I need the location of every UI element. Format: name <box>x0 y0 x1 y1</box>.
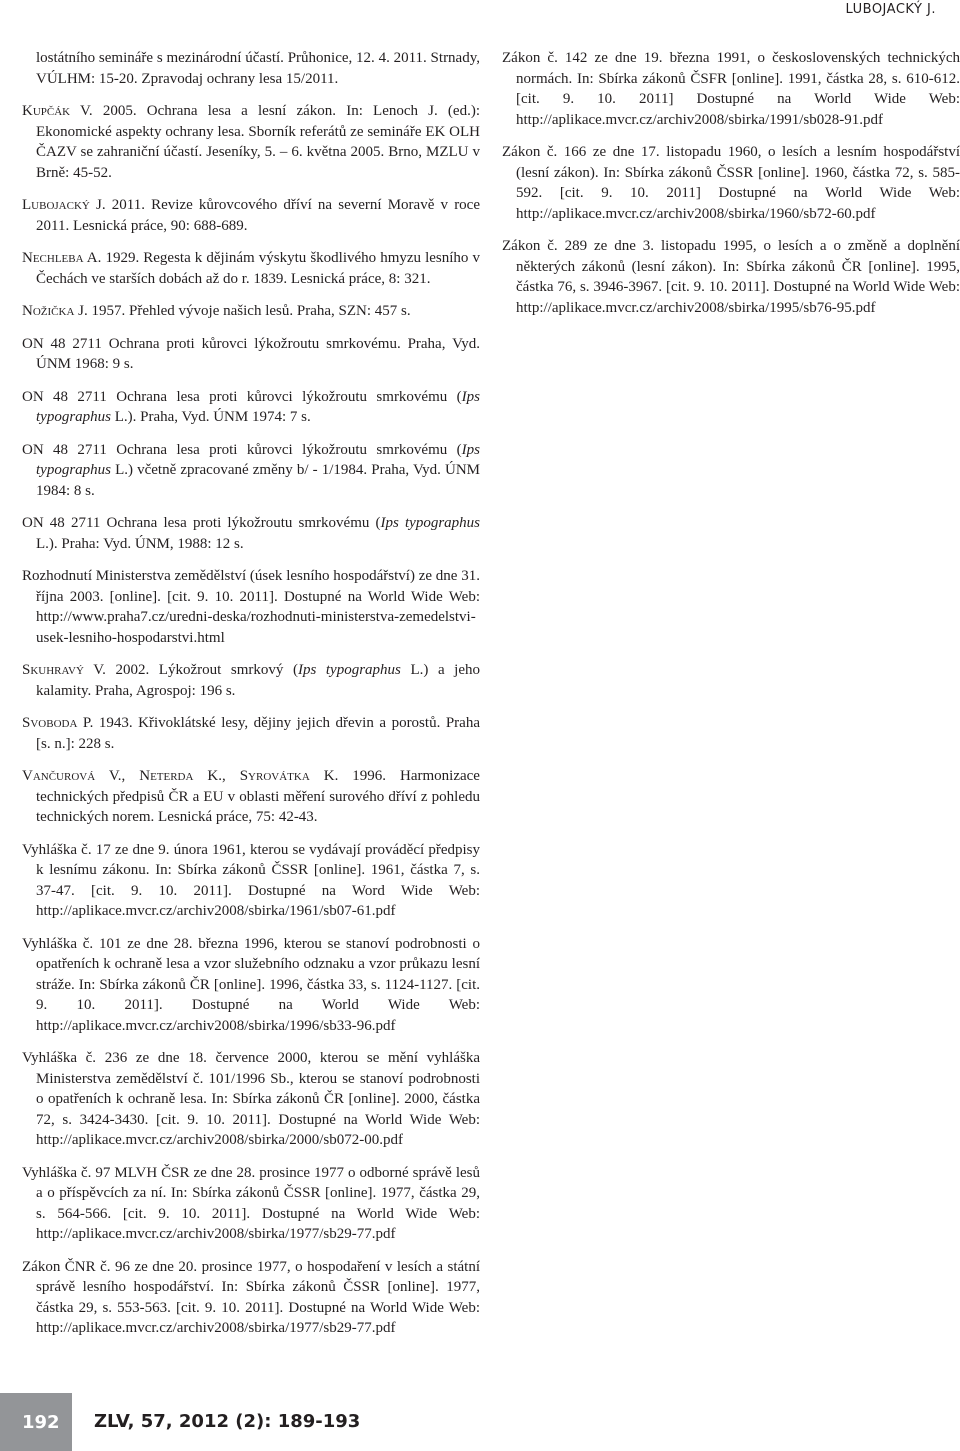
reference-item: Vyhláška č. 101 ze dne 28. března 1996, kterou se stanoví podrobnosti o opatřeních k ochraně lesa a vzor služebního odznaku a vzor průkazu lesní stráže. In: Sbírka zákonů ČR [online]. 1996, částka 33, s. 1124-1127. [cit. 9. 10. 2011]. Dostupné na World Wide Web: http://aplikace.mvcr.cz/archiv2008/sbirka/1996/sb33-96.pdf <box>22 935 480 1034</box>
references-right-column <box>502 48 960 330</box>
references-left-column <box>22 48 480 1351</box>
author-name: Vančurová <box>22 768 96 784</box>
reference-item: Nožička J. 1957. Přehled vývoje našich lesů. Praha, SZN: 457 s. <box>22 303 411 319</box>
reference-item: Zákon č. 166 ze dne 17. listopadu 1960, o lesích a lesním hospodářství (lesní zákon). In: Sbírka zákonů ČSSR [online]. 1960, částka 72, s. 585-592. [cit. 9. 10. 2011] Dostupné na World Wide Web: http://aplikace.mvcr.cz/archiv2008/sbirka/1960/sb72-60.pdf <box>502 144 960 222</box>
reference-item: Vyhláška č. 236 ze dne 18. července 2000, kterou se mění vyhláška Ministerstva zemědělství č. 101/1996 Sb., kterou se stanoví podrobnosti o opatřeních k ochraně lesa. In: Sbírka zákonů ČR [online]. 2000, částka 72, s. 3424-3430. [cit. 9. 10. 2011]. Dostupné na World Wide Web: http://aplikace.mvcr.cz/archiv2008/sbirka/2000/sb072-00.pdf <box>22 1050 480 1148</box>
reference-item: Nechleba A. 1929. Regesta k dějinám výskytu škodlivého hmyzu lesního v Čechách ve starších dobách až do r. 1839. Lesnická práce, 8: 321. <box>22 250 480 287</box>
reference-item: ON 48 2711 Ochrana lesa proti lýkožroutu smrkovému (Ips typographus L.). Praha: Vyd. ÚNM, 1988: 12 s. <box>22 515 480 552</box>
reference-item: Vyhláška č. 17 ze dne 9. února 1961, kterou se vydávají prováděcí předpisy k lesnímu zákonu. In: Sbírka zákonů ČSSR [online]. 1961, částka 7, s. 37-47. [cit. 9. 10. 2011]. Dostupné na Word Wide Web: http://aplikace.mvcr.cz/archiv2008/sbirka/1961/sb07-61.pdf <box>22 841 480 919</box>
reference-item: Zákon ČNR č. 96 ze dne 20. prosince 1977, o hospodaření v lesích a státní správě lesního hospodářství. In: Sbírka zákonů ČSSR [online]. 1977, částka 29, s. 553-563. [cit. 9. 10. 2011]. Dostupné na World Wide Web: http://aplikace.mvcr.cz/archiv2008/sbirka/1977/sb29-77.pdf <box>22 1258 480 1336</box>
reference-item: Rozhodnutí Ministerstva zemědělství (úsek lesního hospodářství) ze dne 31. října 2003. [online]. [cit. 9. 10. 2011]. Dostupné na World Wide Web: http://www.praha7.cz/uredni-deska/rozhodnuti-ministerstva-zemedelstvi-usek-lesniho-hospodarstvi.html <box>22 568 480 646</box>
reference-item: ON 48 2711 Ochrana lesa proti kůrovci lýkožroutu smrkovému (Ips typographus L.). Praha, Vyd. ÚNM 1974: 7 s. <box>22 388 480 425</box>
reference-item: ON 48 2711 Ochrana proti kůrovci lýkožroutu smrkovému. Praha, Vyd. ÚNM 1968: 9 s. <box>22 335 480 372</box>
reference-item: Skuhravý V. 2002. Lýkožrout smrkový (Ips typographus L.) a jeho kalamity. Praha, Agrospoj: 196 s. <box>22 662 481 699</box>
author-name: Svoboda <box>22 715 78 731</box>
journal-citation: ZLV, 57, 2012 (2): 189-193 <box>94 1411 361 1432</box>
reference-item: Vyhláška č. 97 MLVH ČSR ze dne 28. prosince 1977 o odborné správě lesů a o příspěvcích za ní. In: Sbírka zákonů ČSSR [online]. 1977, částka 29, s. 564-566. [cit. 9. 10. 2011]. Dostupné na World Wide Web: http://aplikace.mvcr.cz/archiv2008/sbirka/1977/sb29-77.pdf <box>22 1164 480 1242</box>
page-number: 192 <box>22 1412 60 1433</box>
author-name: Neterda <box>139 768 194 784</box>
reference-item: Zákon č. 289 ze dne 3. listopadu 1995, o lesích a o změně a doplnění některých zákonů (lesní zákon). In: Sbírka zákonů ČR [online]. 1995, částka 76, s. 3946-3967. [cit. 9. 10. 2011]. Dostupné na World Wide Web: http://aplikace.mvcr.cz/archiv2008/sbirka/1995/sb76-95.pdf <box>502 238 960 316</box>
reference-item: Zákon č. 142 ze dne 19. března 1991, o československých technických normách. In: Sbírka zákonů ČSFR [online]. 1991, částka 28, s. 610-612. [cit. 9. 10. 2011] Dostupné na World Wide Web: http://aplikace.mvcr.cz/archiv2008/sbirka/1991/sb028-91.pdf <box>502 50 960 128</box>
reference-item: Vančurová V., Neterda K., Syrovátka K. 1996. Harmonizace technických předpisů ČR a EU v oblasti měření surového dříví z pohledu technických norem. Lesnická práce, 75: 42-43. <box>22 768 480 825</box>
running-header: LUBOJACKÝ J. <box>845 2 936 17</box>
author-name: Nožička <box>22 303 75 319</box>
author-name: Skuhravý <box>22 662 84 678</box>
reference-item: Svoboda P. 1943. Křivoklátské lesy, dějiny jejich dřevin a porostů. Praha [s. n.]: 228 s. <box>22 715 480 752</box>
author-name: Lubojacký <box>22 197 90 213</box>
author-name: Nechleba <box>22 250 84 266</box>
reference-item: lostátního semináře s mezinárodní účastí. Průhonice, 12. 4. 2011. Strnady, VÚLHM: 15-20. Zpravodaj ochrany lesa 15/2011. <box>36 50 480 87</box>
reference-item: Kupčák V. 2005. Ochrana lesa a lesní zákon. In: Lenoch J. (ed.): Ekonomické aspekty ochrany lesa. Sborník referátů ze semináře EK OLH ČAZV se zahraniční účastí. Jeseníky, 5. – 6. května 2005. Brno, MZLU v Brně: 45-52. <box>22 103 480 181</box>
author-name: Kupčák <box>22 103 71 119</box>
reference-item: Lubojacký J. 2011. Revize kůrovcového dříví na severní Moravě v roce 2011. Lesnická práce, 90: 688-689. <box>22 197 480 234</box>
reference-item: ON 48 2711 Ochrana lesa proti kůrovci lýkožroutu smrkovému (Ips typographus L.) včetně zpracované změny b/ - 1/1984. Praha, Vyd. ÚNM 1984: 8 s. <box>22 441 480 499</box>
author-name: Syrovátka <box>239 768 310 784</box>
